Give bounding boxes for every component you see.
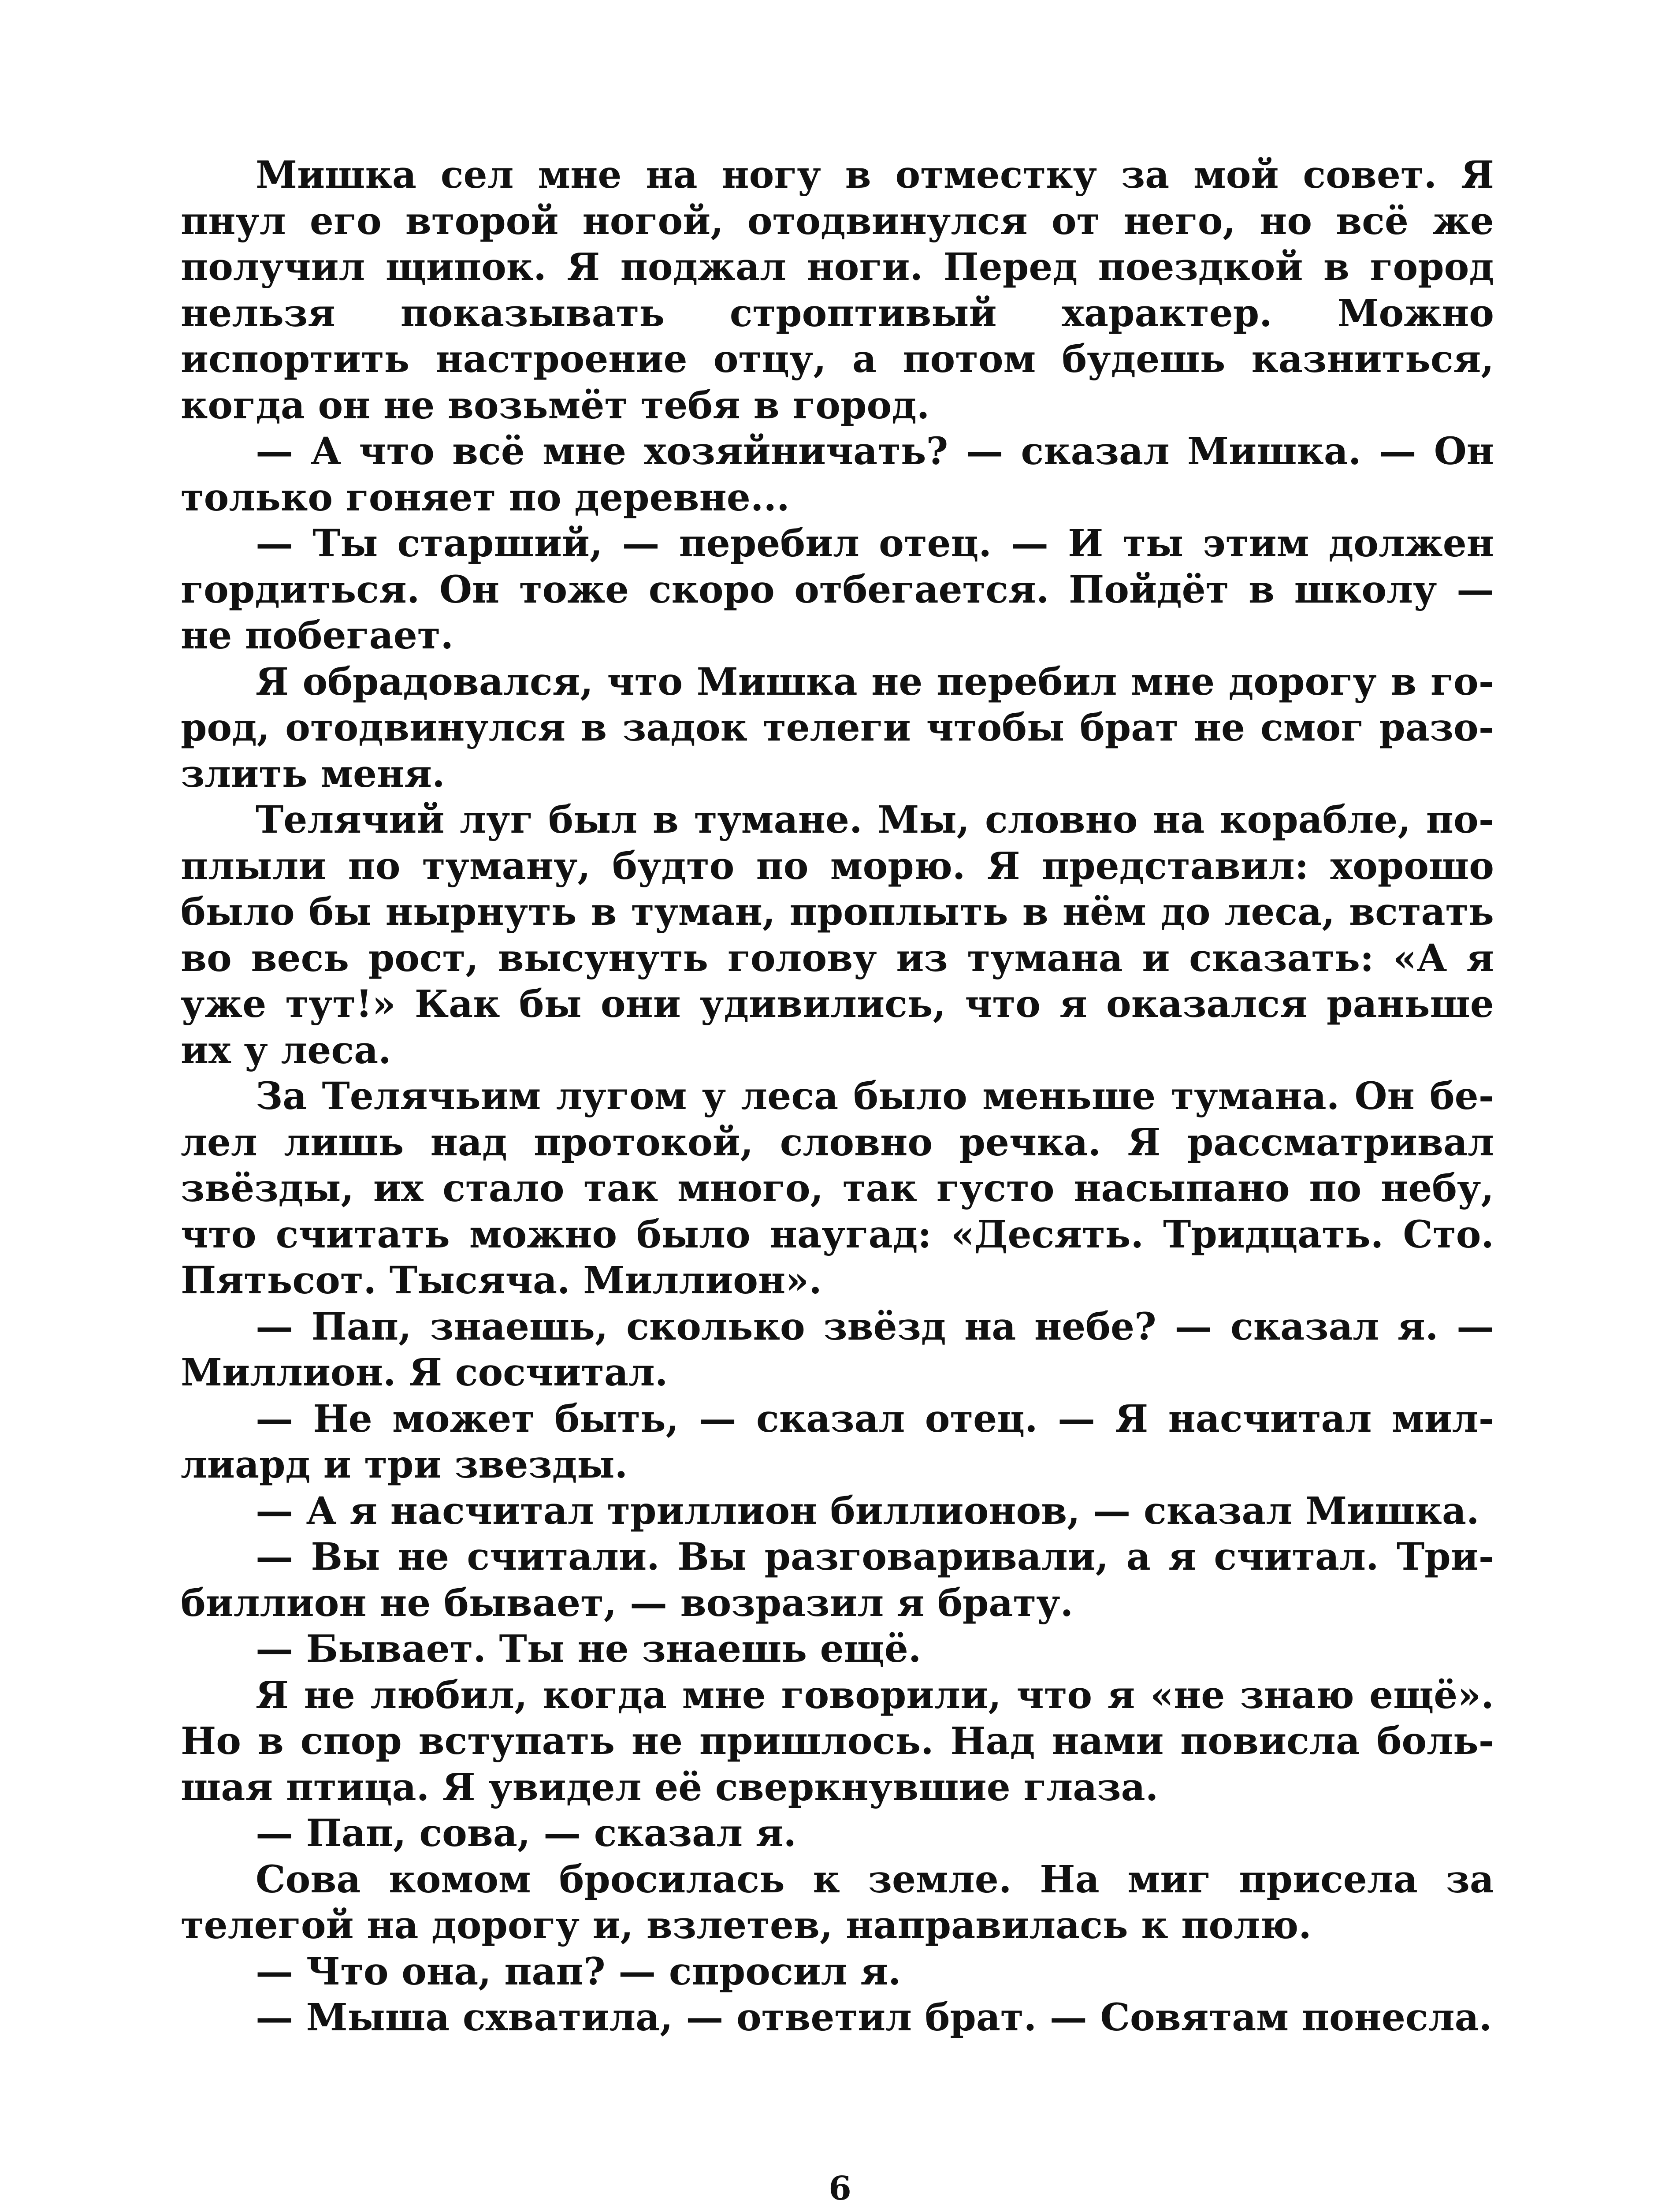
paragraph: Телячий луг был в тумане. Мы, словно на корабле, поплыли по туману, будто по морю. Я представил: хорошо было бы нырнуть в туман, проплыть в нём до леса, встать во весь рост, высунуть голову из тумана и сказать: «А я уже тут!» Как бы они удивились, что я оказался раньше их у леса. <box>181 798 1494 1072</box>
paragraph: — А я насчитал триллион биллионов, — сказал Мишка. <box>256 1489 1479 1533</box>
paragraph: — Ты старший, — перебил отец. — И ты этим должен гордиться. Он тоже скоро отбегается. Пойдёт в школу — не побегает. <box>181 521 1494 658</box>
paragraph: — Пап, сова, — сказал я. <box>256 1811 797 1855</box>
main-text <box>181 152 1494 2041</box>
paragraph: — Пап, знаешь, сколько звёзд на небе? — сказал я. — Миллион. Я сосчитал. <box>181 1304 1494 1395</box>
paragraph: — Бывает. Ты не знаешь ещё. <box>256 1627 922 1671</box>
paragraph: Сова комом бросилась к земле. На миг присела за телегой на дорогу и, взлетев, направилась к полю. <box>181 1857 1494 1947</box>
paragraph: Я обрадовался, что Мишка не перебил мне дорогу в город, отодвинулся в задок телеги чтобы брат не смог разозлить меня. <box>181 659 1494 796</box>
paragraph: — Что она, пап? — спросил я. <box>256 1949 901 1994</box>
paragraph: — Вы не считали. Вы разговаривали, а я считал. Трибиллион не бывает, — возразил я брату. <box>181 1535 1494 1625</box>
paragraph: — А что всё мне хозяйничать? — сказал Мишка. — Он только гоняет по деревне... <box>181 429 1494 520</box>
paragraph: За Телячьим лугом у леса было меньше тумана. Он белел лишь над протокой, словно речка. Я рассматривал звёзды, их стало так много, так густо насыпано по небу, что считать можно было наугад: «Десять. Тридцать. Сто. Пятьсот. Тысяча. Миллион». <box>181 1074 1494 1303</box>
paragraph: — Мыша схватила, — ответил брат. — Совятам понесла. <box>256 1996 1492 2040</box>
paragraph: Я не любил, когда мне говорили, что я «не знаю ещё». Но в спор вступать не пришлось. Над нами повисла большая птица. Я увидел её сверкнувшие глаза. <box>181 1673 1494 1809</box>
paragraph: — Не может быть, — сказал отец. — Я насчитал миллиард и три звезды. <box>181 1396 1494 1487</box>
paragraph: Мишка сел мне на ногу в отместку за мой совет. Я пнул его второй ногой, отодвинулся от него, но всё же получил щипок. Я поджал ноги. Перед поездкой в город нельзя показывать строптивый характер. Можно испортить настроение отцу, а потом будешь казниться, когда он не возьмёт тебя в город. <box>181 153 1494 428</box>
page-number: 6 <box>829 2170 851 2204</box>
